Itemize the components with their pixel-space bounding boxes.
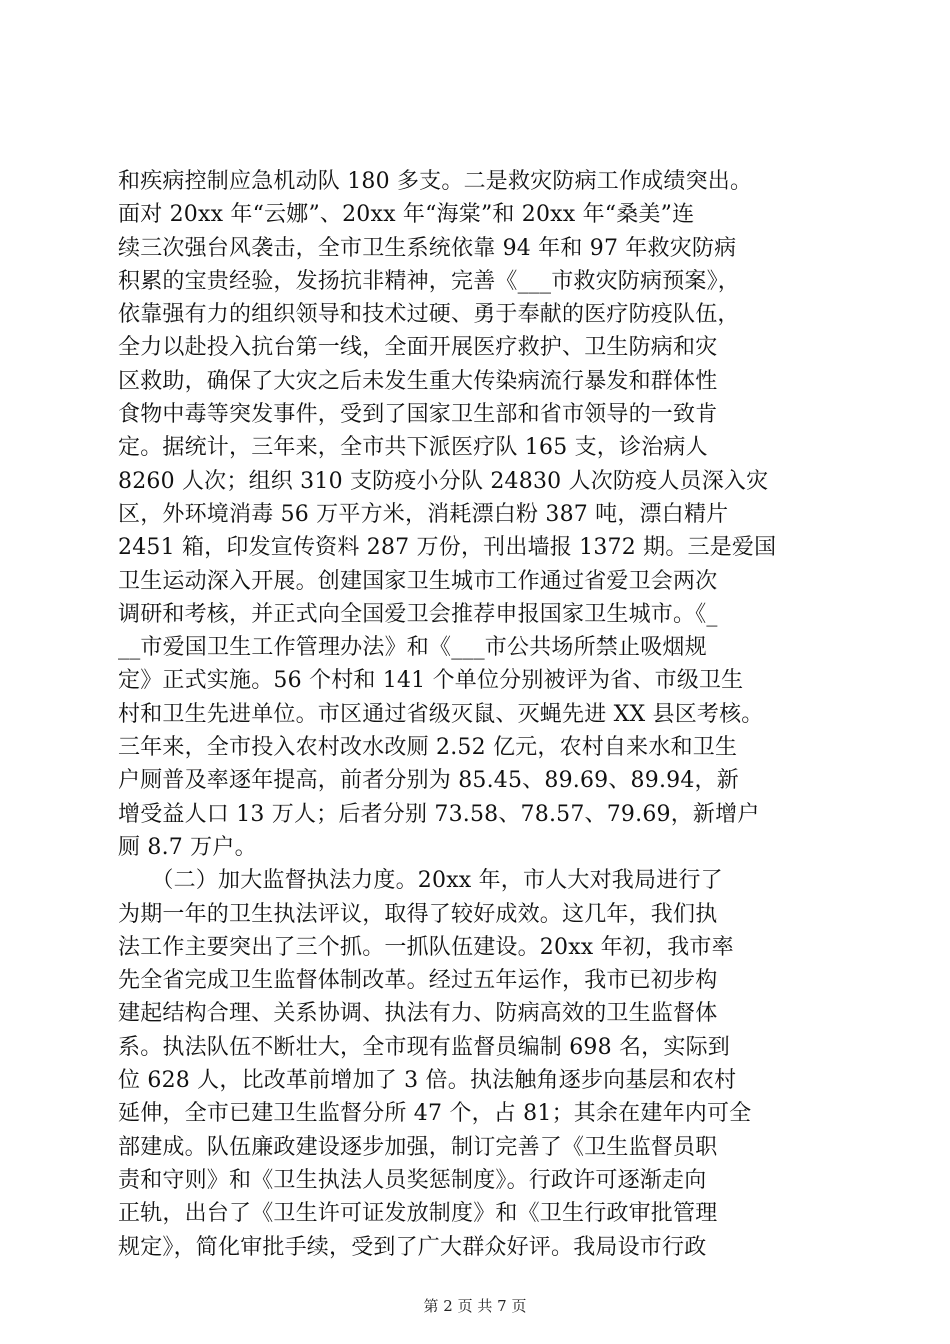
text-line: 和疾病控制应急机动队 180 多支。二是救灾防病工作成绩突出。 [118, 169, 753, 194]
text-line: 部建成。队伍廉政建设逐步加强，制订完善了《卫生监督员职 [118, 1134, 718, 1160]
text-line: 2451 箱，印发宣传资料 287 万份，刊出墙报 1372 期。三是爱国 [118, 535, 777, 561]
text-line: 卫生运动深入开展。创建国家卫生城市工作通过省爱卫会两次 [118, 568, 718, 594]
text-line: 积累的宝贵经验，发扬抗非精神，完善《___市救灾防病预案》， [118, 268, 741, 294]
text-line: 村和卫生先进单位。市区通过省级灭鼠、灭蝇先进 XX 县区考核。 [118, 701, 764, 727]
text-line: 定》正式实施。56 个村和 141 个单位分别被评为省、市级卫生 [118, 668, 744, 694]
text-line: 正轨，出台了《卫生许可证发放制度》和《卫生行政审批管理 [118, 1201, 718, 1227]
text-line: 厕 8.7 万户。 [118, 834, 257, 860]
text-line: 责和守则》和《卫生执法人员奖惩制度》。行政许可逐渐走向 [118, 1167, 707, 1193]
text-line: __市爱国卫生工作管理办法》和《___市公共场所禁止吸烟规 [118, 635, 707, 661]
text-line: 增受益人口 13 万人；后者分别 73.58、78.57、79.69，新增户 [118, 801, 760, 827]
text-line: 调研和考核，并正式向全国爱卫会推荐申报国家卫生城市。《_ [118, 601, 718, 627]
text-line: 法工作主要突出了三个抓。一抓队伍建设。20xx 年初，我市率 [118, 934, 734, 960]
text-line: 全力以赴投入抗台第一线，全面开展医疗救护、卫生防病和灾 [118, 335, 718, 361]
text-line: 续三次强台风袭击，全市卫生系统依靠 94 年和 97 年救灾防病 [118, 235, 737, 261]
text-line: 延伸，全市已建卫生监督分所 47 个，占 81；其余在建年内可全 [118, 1101, 752, 1127]
text-line: 食物中毒等突发事件，受到了国家卫生部和省市领导的一致肯 [118, 402, 718, 428]
text-line: 区，外环境消毒 56 万平方米，消耗漂白粉 387 吨，漂白精片 [118, 501, 729, 527]
text-line: 定。据统计，三年来，全市共下派医疗队 165 支，诊治病人 [118, 435, 708, 461]
text-line: 户厕普及率逐年提高，前者分别为 85.45、89.69、89.94，新 [118, 768, 739, 794]
text-line: 位 628 人，比改革前增加了 3 倍。执法触角逐步向基层和农村 [118, 1068, 737, 1094]
text-line: 建起结构合理、关系协调、执法有力、防病高效的卫生监督体 [118, 1001, 718, 1027]
text-line: 规定》，简化审批手续，受到了广大群众好评。我局设市行政 [118, 1234, 707, 1260]
body-text [118, 165, 858, 1264]
text-line: 系。执法队伍不断壮大，全市现有监督员编制 698 名，实际到 [118, 1034, 730, 1060]
text-line: 面对 20xx 年“云娜”、20xx 年“海棠”和 20xx 年“桑美”连 [118, 202, 695, 228]
text-line: 三年来，全市投入农村改水改厕 2.52 亿元，农村自来水和卫生 [118, 735, 738, 761]
text-line: 先全省完成卫生监督体制改革。经过五年运作，我市已初步构 [118, 968, 718, 994]
text-line: 为期一年的卫生执法评议，取得了较好成效。这几年，我们执 [118, 901, 718, 927]
text-line: 8260 人次；组织 310 支防疫小分队 24830 人次防疫人员深入灾 [118, 468, 769, 494]
page-footer: 第 2 页 共 7 页 [423, 1297, 527, 1315]
text-line: 区救助，确保了大灾之后未发生重大传染病流行暴发和群体性 [118, 368, 718, 394]
text-line: （二）加大监督执法力度。20xx 年，市人大对我局进行了 [118, 868, 723, 894]
text-line: 依靠强有力的组织领导和技术过硬、勇于奉献的医疗防疫队伍， [118, 302, 740, 328]
